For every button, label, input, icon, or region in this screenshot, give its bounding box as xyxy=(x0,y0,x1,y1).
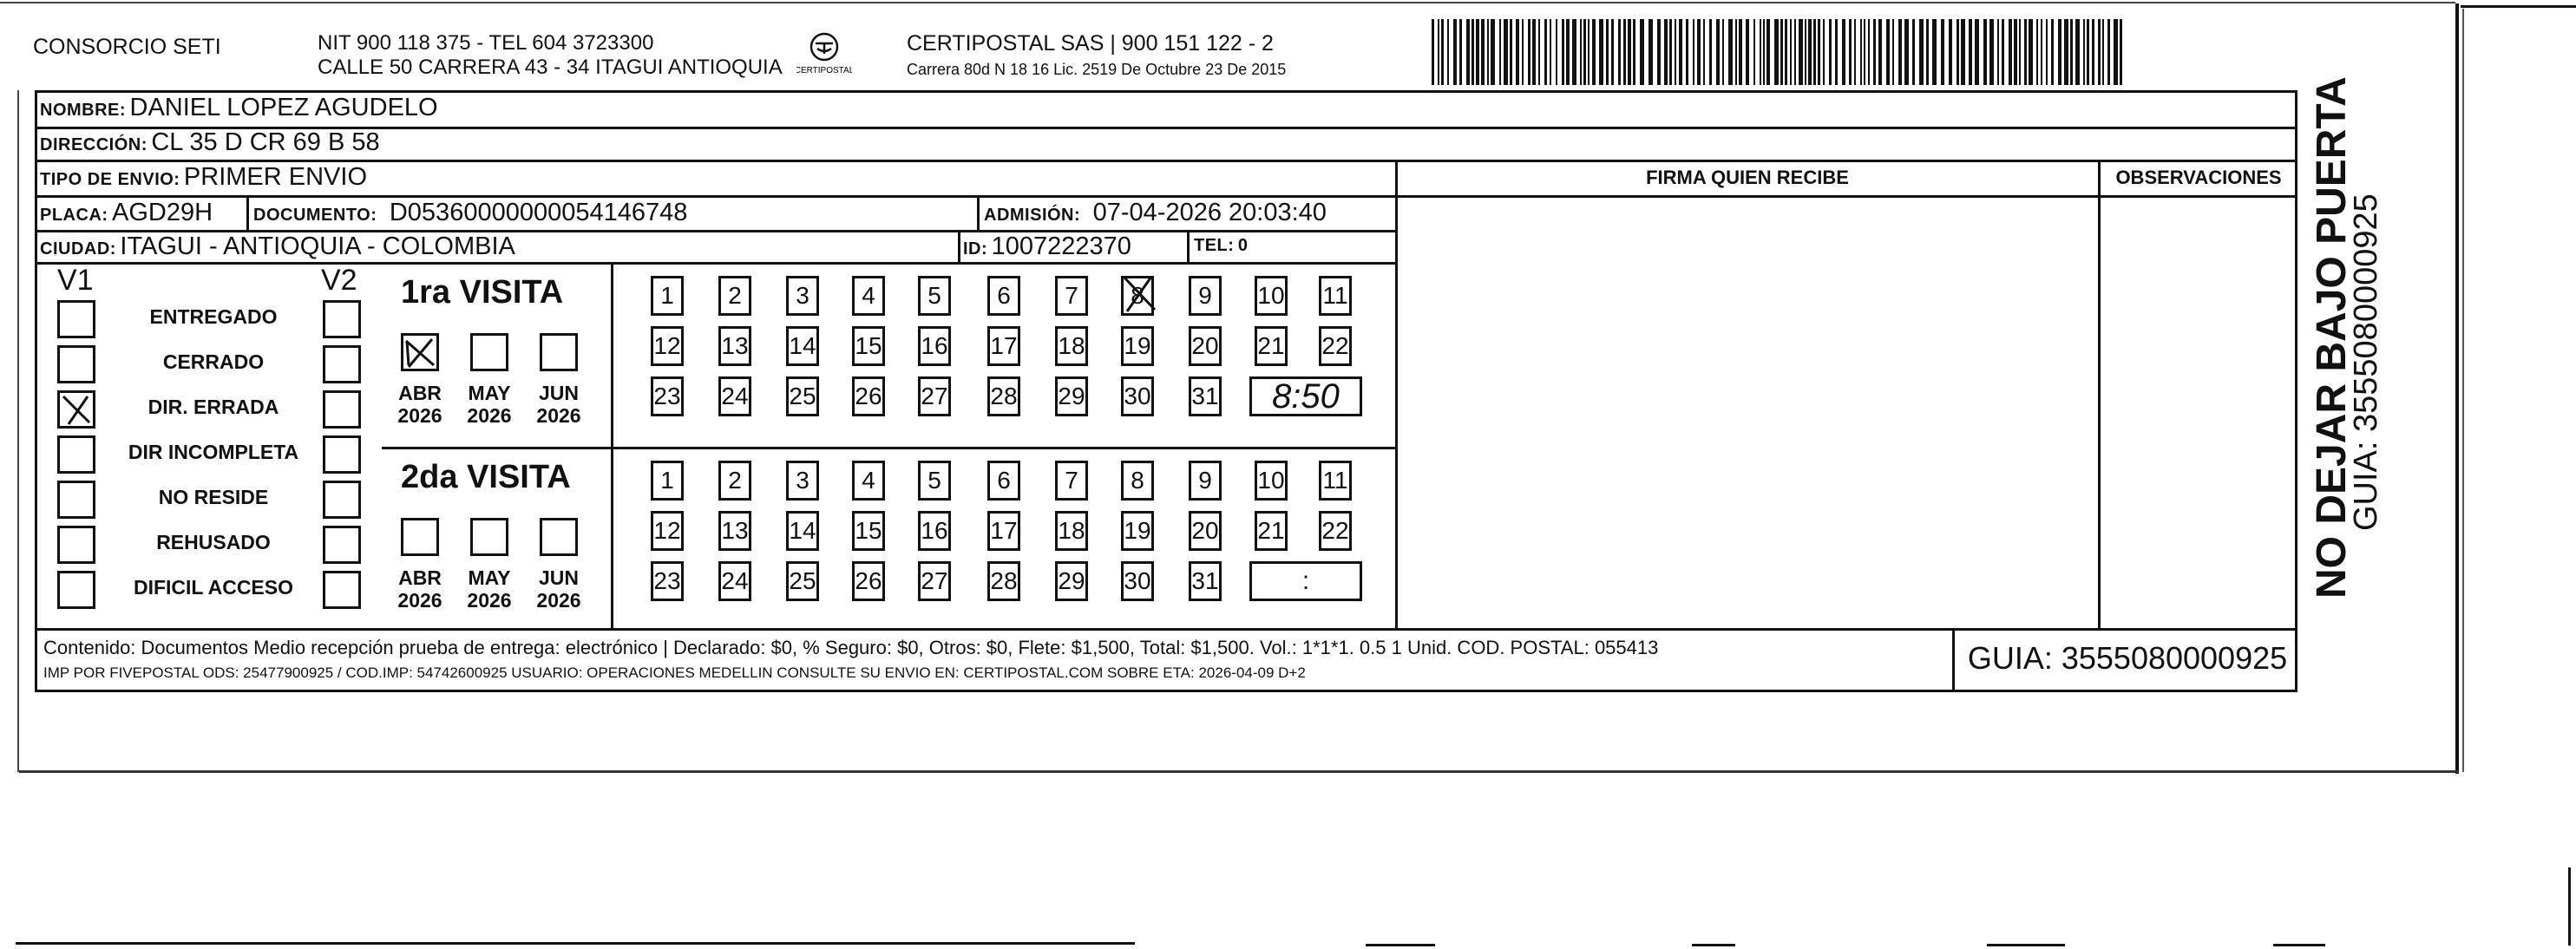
v2-checkbox[interactable] xyxy=(323,390,361,429)
day-box[interactable]: 22 xyxy=(1319,511,1352,551)
barcode-bar xyxy=(1709,19,1712,85)
barcode-bar xyxy=(1669,19,1672,85)
visit-title: 2da VISITA xyxy=(401,459,571,495)
side-guia: GUIA: 3555080000925 xyxy=(2348,193,2384,531)
month-name: ABR xyxy=(398,566,442,589)
status-option-label: DIR INCOMPLETA xyxy=(128,441,299,463)
day-box[interactable]: 11 xyxy=(1319,276,1352,316)
barcode-bar xyxy=(1854,19,1856,85)
bottom-right-stroke xyxy=(2568,867,2571,946)
barcode-bar xyxy=(1522,19,1524,85)
day-box[interactable]: 12 xyxy=(651,511,684,551)
barcode-bar xyxy=(2087,19,2089,85)
barcode-bar xyxy=(1829,19,1832,85)
day-box[interactable]: 10 xyxy=(1255,276,1288,316)
barcode-bar xyxy=(1785,19,1787,85)
barcode-bar xyxy=(1623,19,1626,85)
bottom-dash-3 xyxy=(1987,944,2065,946)
v1-label: V1 xyxy=(57,264,94,297)
barcode-bar xyxy=(1842,19,1845,85)
day-box[interactable]: 27 xyxy=(918,376,951,416)
day-box[interactable]: 18 xyxy=(1055,511,1088,551)
month-name: MAY xyxy=(468,566,511,589)
address-line: CALLE 50 CARRERA 43 - 34 ITAGUI ANTIOQUIA xyxy=(318,56,783,79)
month-name: MAY xyxy=(468,382,511,404)
barcode-bar xyxy=(1753,19,1755,85)
check-mark-icon xyxy=(60,393,93,426)
barcode-bar xyxy=(1528,19,1531,85)
day-box[interactable] xyxy=(1121,276,1154,316)
barcode-bar xyxy=(1686,19,1688,85)
barcode-bar xyxy=(1983,19,1987,85)
barcode-bar xyxy=(1813,19,1816,85)
barcode-bar xyxy=(1657,19,1661,85)
v1-checkbox[interactable] xyxy=(57,435,95,474)
day-box[interactable]: 25 xyxy=(786,561,819,601)
right-edge-line xyxy=(2461,5,2576,8)
v1-checkbox[interactable] xyxy=(57,481,95,519)
v2-label: V2 xyxy=(321,264,357,297)
barcode-bar xyxy=(2024,19,2027,85)
barcode-bar xyxy=(1504,19,1508,85)
barcode-bar xyxy=(1611,19,1614,85)
barcode-bar xyxy=(1572,19,1576,85)
barcode-bar xyxy=(1799,19,1803,85)
barcode-bar xyxy=(1703,19,1705,85)
barcode-bar xyxy=(1550,19,1551,85)
barcode-bar xyxy=(2041,19,2042,85)
firma-header: FIRMA QUIEN RECIBE xyxy=(1646,167,1849,188)
day-box[interactable]: 15 xyxy=(852,511,885,551)
month-checkbox[interactable] xyxy=(470,333,508,371)
barcode-bar xyxy=(1823,19,1825,85)
month-name: JUN xyxy=(538,566,579,589)
month-checkbox[interactable] xyxy=(540,518,578,556)
visit-title: 1ra VISITA xyxy=(401,274,564,311)
day-box[interactable]: 27 xyxy=(918,561,951,601)
id-label: ID: xyxy=(963,239,988,259)
month-label xyxy=(394,566,446,612)
day-box[interactable]: 14 xyxy=(786,511,819,551)
direccion-value: CL 35 D CR 69 B 58 xyxy=(151,128,380,156)
barcode-bar xyxy=(1919,19,1924,85)
barcode-bar xyxy=(2014,19,2017,85)
barcode-bar xyxy=(1510,19,1512,85)
day-number: 8 xyxy=(1131,282,1144,309)
page-edge-top xyxy=(0,2,2455,3)
tipo-value: PRIMER ENVIO xyxy=(183,163,368,191)
page-edge-bottom xyxy=(19,770,2459,773)
v2-checkbox[interactable] xyxy=(323,571,361,609)
day-box[interactable]: 22 xyxy=(1319,326,1352,366)
carrier-name: CERTIPOSTAL SAS | 900 151 122 - 2 xyxy=(907,31,1274,56)
month-label xyxy=(394,382,446,427)
month-year: 2026 xyxy=(536,589,581,612)
barcode-bar xyxy=(1878,19,1882,85)
page-edge-right xyxy=(2455,3,2459,774)
day-box[interactable]: 30 xyxy=(1121,561,1154,601)
nombre-value: DANIEL LOPEZ AGUDELO xyxy=(129,94,438,121)
barcode-bar xyxy=(1805,19,1806,85)
bottom-dash-1 xyxy=(1366,944,1435,946)
barcode-bar xyxy=(1898,19,1902,85)
barcode-bar xyxy=(2098,19,2101,85)
day-box[interactable]: 11 xyxy=(1319,461,1352,501)
barcode-bar xyxy=(2009,19,2012,85)
day-box[interactable]: 1 xyxy=(651,276,684,316)
barcode-bar xyxy=(1975,19,1979,85)
month-label xyxy=(463,566,515,612)
no-dejar-bajo-puerta: NO DEJAR BAJO PUERTA xyxy=(2309,76,2355,599)
barcode-bar xyxy=(1739,19,1742,85)
status-option-label: CERRADO xyxy=(162,350,265,373)
day-box[interactable]: 26 xyxy=(852,561,885,601)
page-edge-left xyxy=(17,90,19,772)
barcode-bar xyxy=(1679,19,1682,85)
barcode-bar xyxy=(1932,19,1937,85)
company-name: CONSORCIO SETI xyxy=(33,35,221,59)
ciudad-label: CIUDAD: xyxy=(40,239,116,259)
nit-line: NIT 900 118 375 - TEL 604 3723300 xyxy=(318,31,654,55)
barcode-bar xyxy=(1941,19,1944,85)
barcode-bar xyxy=(1453,19,1457,85)
day-box[interactable]: 7 xyxy=(1055,461,1088,501)
barcode-bar xyxy=(1818,19,1820,85)
v1-checkbox[interactable] xyxy=(57,300,95,338)
id-row xyxy=(963,232,1131,261)
documento-value: D05360000000054146748 xyxy=(389,199,688,226)
day-box[interactable]: 16 xyxy=(918,326,951,366)
barcode-bar xyxy=(1746,19,1749,85)
bottom-dash-2 xyxy=(1692,944,1735,946)
day-box[interactable]: 14 xyxy=(786,326,819,366)
placa-row xyxy=(40,199,213,227)
day-box[interactable]: 25 xyxy=(786,376,819,416)
barcode-bar xyxy=(2064,19,2068,85)
barcode-bar xyxy=(2036,19,2038,85)
barcode-bar xyxy=(1835,19,1838,85)
day-box[interactable]: 24 xyxy=(718,376,751,416)
barcode-bar xyxy=(1441,19,1444,85)
barcode-bar xyxy=(1491,19,1495,85)
day-box[interactable]: 30 xyxy=(1121,376,1154,416)
barcode-bar xyxy=(2070,19,2073,85)
barcode-bar xyxy=(1628,19,1631,85)
barcode-bar xyxy=(1849,19,1852,85)
day-box[interactable]: 4 xyxy=(852,276,885,316)
barcode-bar xyxy=(1873,19,1876,85)
admision-row xyxy=(984,199,1327,227)
day-box[interactable]: 28 xyxy=(987,561,1020,601)
month-label xyxy=(533,566,585,612)
tel-value: 0 xyxy=(1237,236,1249,255)
barcode-bar xyxy=(1618,19,1621,85)
ciudad-value: ITAGUI - ANTIOQUIA - COLOMBIA xyxy=(120,232,515,260)
barcode-bar xyxy=(2019,19,2021,85)
tel-label: TEL: xyxy=(1194,236,1235,255)
day-box[interactable]: 13 xyxy=(718,511,751,551)
observaciones-header: OBSERVACIONES xyxy=(2115,167,2282,188)
day-box[interactable]: 3 xyxy=(786,461,819,501)
day-box[interactable]: 18 xyxy=(1055,326,1088,366)
day-box[interactable]: 7 xyxy=(1055,276,1088,316)
contenido-line: Contenido: Documentos Medio recepción prueba de entrega: electrónico | Declarado: $0, % Seguro: $0, Otros: $0, Flete: $1,500, Total: $1,500. Vol.: 1*1*1. 0.5 1 Unid. COD. POSTAL: 055413 xyxy=(43,637,1659,658)
barcode-bar xyxy=(1763,19,1765,85)
time-box[interactable]: : xyxy=(1249,561,1362,601)
day-box[interactable]: 20 xyxy=(1189,511,1222,551)
day-box[interactable]: 21 xyxy=(1255,326,1288,366)
month-year: 2026 xyxy=(397,404,442,427)
month-name: JUN xyxy=(538,382,579,404)
day-box[interactable]: 24 xyxy=(718,561,751,601)
status-option-label: DIR. ERRADA xyxy=(147,396,279,418)
barcode-bar xyxy=(1516,19,1519,85)
barcode-bar xyxy=(1588,19,1590,85)
barcode-bar xyxy=(1583,19,1586,85)
barcode-bar xyxy=(1633,19,1635,85)
v1-checkbox[interactable] xyxy=(57,390,95,429)
barcode-bar xyxy=(1716,19,1720,85)
day-box[interactable]: 17 xyxy=(987,511,1020,551)
barcode-bar xyxy=(1886,19,1890,85)
imp-line: IMP POR FIVEPOSTAL ODS: 25477900925 / COD.IMP: 54742600925 USUARIO: OPERACIONES MEDELLIN CONSULTE SU ENVIO EN: CERTIPOSTAL.COM SOBRE ETA: 2026-04-09 D+2 xyxy=(43,664,1306,681)
barcode-bar xyxy=(1447,19,1449,85)
barcode-bar xyxy=(1780,19,1783,85)
barcode-bar xyxy=(1868,19,1870,85)
barcode-bar xyxy=(1997,19,1999,85)
barcode-bar xyxy=(1562,19,1564,85)
barcode-bar xyxy=(1432,19,1434,85)
day-box[interactable]: 31 xyxy=(1189,561,1222,601)
v2-checkbox[interactable] xyxy=(323,526,361,564)
barcode-bar xyxy=(2058,19,2061,85)
status-option-label: REHUSADO xyxy=(156,531,271,553)
svg-text:CERTIPOSTAL: CERTIPOSTAL xyxy=(796,66,852,75)
barcode-bar xyxy=(1487,19,1489,85)
ciudad-row xyxy=(40,232,515,261)
month-name: ABR xyxy=(398,382,442,404)
day-box[interactable]: 6 xyxy=(987,461,1020,501)
v2-checkbox[interactable] xyxy=(323,345,361,383)
certipostal-logo xyxy=(796,29,852,82)
direccion-row xyxy=(40,128,380,157)
tipo-label: TIPO DE ENVIO: xyxy=(40,170,180,189)
check-mark-icon xyxy=(403,336,436,369)
day-box[interactable]: 20 xyxy=(1189,326,1222,366)
month-checkbox[interactable] xyxy=(401,333,439,371)
month-year: 2026 xyxy=(467,404,512,427)
barcode-bar xyxy=(2002,19,2004,85)
barcode-bar xyxy=(2083,19,2085,85)
barcode-bar xyxy=(1466,19,1470,85)
barcode-bar xyxy=(1774,19,1779,85)
barcode-bar xyxy=(1438,19,1439,85)
barcode-bar xyxy=(1790,19,1792,85)
day-box[interactable]: 8 xyxy=(1121,461,1154,501)
day-box[interactable]: 31 xyxy=(1189,376,1222,416)
barcode-bar xyxy=(1808,19,1812,85)
day-box[interactable]: 19 xyxy=(1121,326,1154,366)
month-year: 2026 xyxy=(536,404,581,427)
day-box[interactable]: 10 xyxy=(1255,461,1288,501)
tel-row xyxy=(1194,236,1249,256)
barcode-bar xyxy=(1532,19,1536,85)
nombre-label: NOMBRE: xyxy=(40,101,127,120)
v1-checkbox[interactable] xyxy=(57,526,95,564)
month-label xyxy=(533,382,585,427)
check-mark-icon xyxy=(1122,273,1157,313)
barcode-bar xyxy=(2107,19,2110,85)
month-checkbox[interactable] xyxy=(540,333,578,371)
day-box[interactable]: 21 xyxy=(1255,511,1288,551)
barcode-bar xyxy=(2075,19,2080,85)
day-box[interactable]: 26 xyxy=(852,376,885,416)
month-year: 2026 xyxy=(397,589,442,612)
day-box[interactable]: 9 xyxy=(1189,276,1222,316)
barcode-bar xyxy=(1556,19,1557,85)
barcode-bar xyxy=(2092,19,2094,85)
page-edge-right-2 xyxy=(2462,9,2464,772)
placa-value: AGD29H xyxy=(112,199,213,226)
day-box[interactable]: 2 xyxy=(718,461,751,501)
barcode-bar xyxy=(1664,19,1668,85)
day-box[interactable]: 5 xyxy=(918,276,951,316)
day-box[interactable]: 23 xyxy=(651,561,684,601)
barcode-bar xyxy=(1640,19,1644,85)
v2-checkbox[interactable] xyxy=(323,481,361,519)
v1-checkbox[interactable] xyxy=(57,571,95,609)
barcode-bar xyxy=(1957,19,1959,85)
day-box[interactable]: 13 xyxy=(718,326,751,366)
barcode-bar xyxy=(1728,19,1733,85)
barcode-bar xyxy=(1892,19,1894,85)
documento-label: DOCUMENTO: xyxy=(253,206,377,225)
v2-checkbox[interactable] xyxy=(323,300,361,338)
day-box[interactable]: 5 xyxy=(918,461,951,501)
bottom-dash-4 xyxy=(2273,944,2325,946)
day-box[interactable]: 12 xyxy=(651,326,684,366)
barcode-bar xyxy=(1912,19,1915,85)
time-box[interactable]: 8:50 xyxy=(1249,376,1362,416)
status-option-label: NO RESIDE xyxy=(158,486,269,508)
month-checkbox[interactable] xyxy=(401,518,439,556)
day-box[interactable]: 19 xyxy=(1121,511,1154,551)
barcode-bar xyxy=(2114,19,2118,85)
month-year: 2026 xyxy=(467,589,512,612)
barcode-bar xyxy=(1961,19,1965,85)
barcode-bar xyxy=(1949,19,1952,85)
barcode-bar xyxy=(2102,19,2104,85)
day-box[interactable]: 23 xyxy=(651,376,684,416)
direccion-label: DIRECCIÓN: xyxy=(40,135,147,154)
barcode-bar xyxy=(1794,19,1796,85)
barcode-bar xyxy=(1592,19,1596,85)
barcode-bar xyxy=(1499,19,1501,85)
documento-row xyxy=(253,199,687,227)
barcode-bar xyxy=(1566,19,1570,85)
admision-value: 07-04-2026 20:03:40 xyxy=(1092,199,1327,226)
barcode-bar xyxy=(2051,19,2054,85)
barcode-bar xyxy=(1606,19,1609,85)
month-label xyxy=(463,382,515,427)
day-box[interactable]: 17 xyxy=(987,326,1020,366)
barcode-bar xyxy=(1860,19,1862,85)
barcode-bar xyxy=(1969,19,1972,85)
barcode-bar xyxy=(1722,19,1724,85)
barcode-bar xyxy=(2120,19,2122,85)
barcode-bar xyxy=(1459,19,1462,85)
status-option-label: DIFICIL ACCESO xyxy=(133,576,293,599)
placa-label: PLACA: xyxy=(40,206,108,225)
day-box[interactable]: 4 xyxy=(852,461,885,501)
day-box[interactable]: 15 xyxy=(852,326,885,366)
barcode-bar xyxy=(1580,19,1582,85)
barcode-bar xyxy=(1926,19,1929,85)
admision-label: ADMISIÓN: xyxy=(984,206,1081,225)
barcode-bar xyxy=(1472,19,1474,85)
v1-checkbox[interactable] xyxy=(57,345,95,383)
month-checkbox[interactable] xyxy=(470,518,508,556)
status-option-label: ENTREGADO xyxy=(149,305,278,328)
bottom-line-1 xyxy=(16,942,1135,945)
barcode-bar xyxy=(1481,19,1485,85)
barcode-bar xyxy=(2029,19,2033,85)
barcode-bar xyxy=(1864,19,1865,85)
barcode-bar xyxy=(1675,19,1676,85)
barcode-bar xyxy=(1760,19,1761,85)
guia-box: GUIA: 3555080000925 xyxy=(1967,640,2288,676)
barcode-bar xyxy=(2046,19,2048,85)
barcode-bar xyxy=(1697,19,1701,85)
day-box[interactable]: 2 xyxy=(718,276,751,316)
day-box[interactable]: 1 xyxy=(651,461,684,501)
day-box[interactable]: 3 xyxy=(786,276,819,316)
day-box[interactable]: 6 xyxy=(987,276,1020,316)
day-box[interactable]: 9 xyxy=(1189,461,1222,501)
barcode-bar xyxy=(1476,19,1479,85)
day-box[interactable]: 28 xyxy=(987,376,1020,416)
barcode-bar xyxy=(1989,19,1994,85)
day-box[interactable]: 16 xyxy=(918,511,951,551)
barcode-bar xyxy=(1693,19,1694,85)
barcode xyxy=(1432,19,2126,85)
carrier-license: Carrera 80d N 18 16 Lic. 2519 De Octubre 23 De 2015 xyxy=(907,61,1287,78)
v2-checkbox[interactable] xyxy=(323,435,361,474)
barcode-bar xyxy=(1538,19,1540,85)
nombre-row xyxy=(40,94,438,122)
barcode-bar xyxy=(1649,19,1653,85)
day-box[interactable]: 29 xyxy=(1055,376,1088,416)
barcode-bar xyxy=(1904,19,1909,85)
barcode-bar xyxy=(1599,19,1603,85)
barcode-bar xyxy=(1544,19,1547,85)
barcode-bar xyxy=(1766,19,1770,85)
id-value: 1007222370 xyxy=(991,232,1131,260)
tipo-row xyxy=(40,163,367,192)
day-box[interactable]: 29 xyxy=(1055,561,1088,601)
barcode-bar xyxy=(1735,19,1737,85)
